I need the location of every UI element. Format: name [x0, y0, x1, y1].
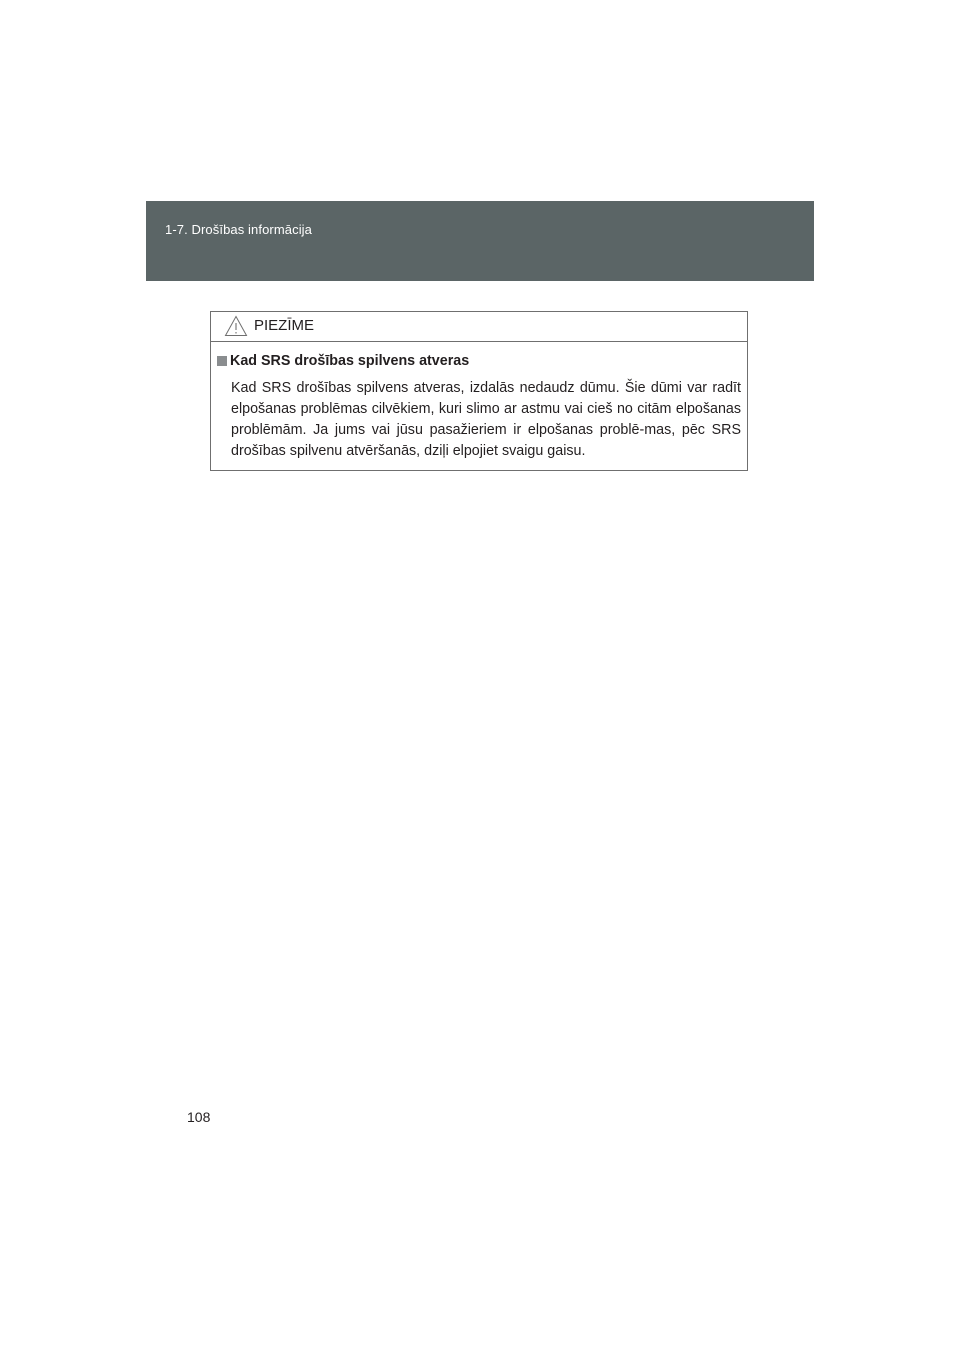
square-bullet-icon	[217, 356, 227, 366]
note-box	[210, 311, 748, 471]
note-subheading-row	[216, 353, 741, 369]
note-paragraph: Kad SRS drošības spilvens atveras, izdalās nedaudz dūmu. Šie dūmi var radīt elpošanas problēmas cilvēkiem, kuri slimo ar astmu vai cieš no citām elpošanas problēmām. Ja jums vai jūsu pasažieriem ir elpošanas problē-mas, pēc SRS drošības spilvenu atvēršanās, dziļi elpojiet svaigu gaisu.	[231, 380, 741, 459]
note-subheading: Kad SRS drošības spilvens atveras	[230, 353, 470, 369]
page-number: 108	[187, 1109, 211, 1125]
section-header-bar	[146, 201, 814, 281]
warning-triangle-icon	[224, 315, 248, 337]
note-body	[211, 342, 747, 462]
note-title: PIEZĪME	[254, 317, 315, 334]
note-header	[211, 312, 747, 342]
section-title: 1-7. Drošības informācija	[165, 222, 312, 237]
